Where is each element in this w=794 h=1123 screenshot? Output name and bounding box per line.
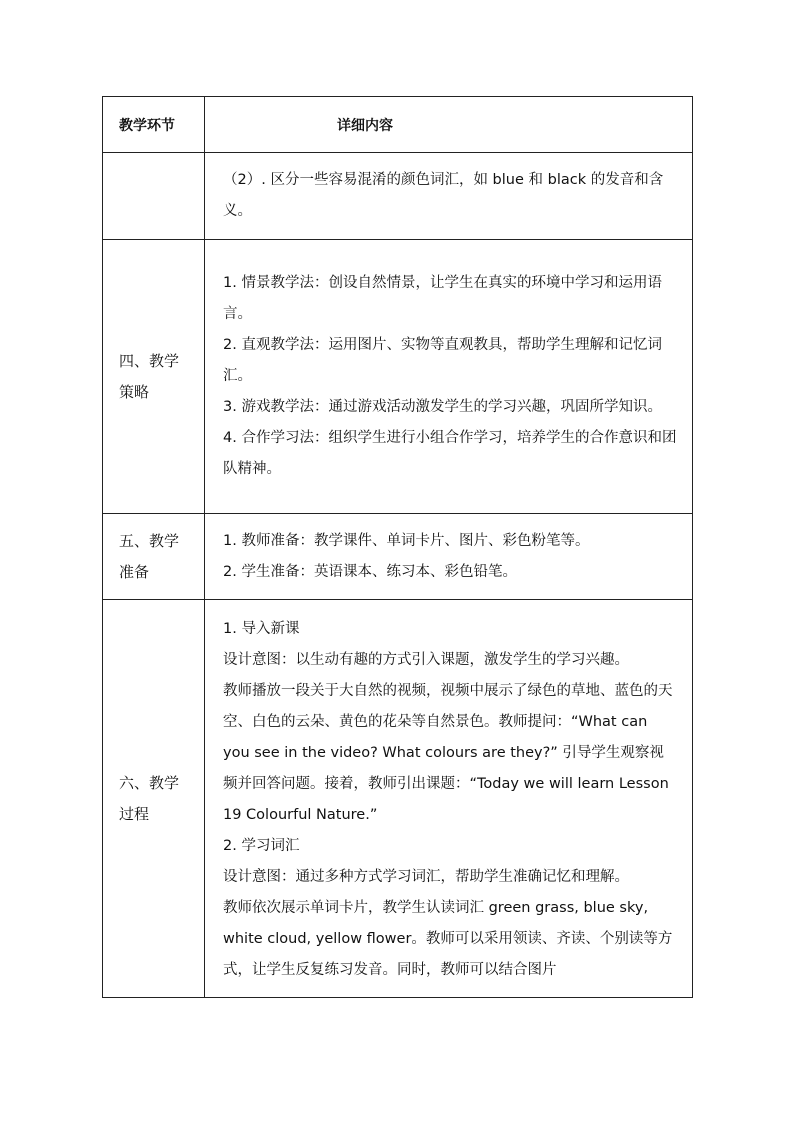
- row-label: 六、教学过程: [103, 600, 205, 998]
- header-stage: 教学环节: [103, 97, 205, 153]
- content-paragraph: 教师依次展示单词卡片，教学生认读词汇 green grass, blue sky, white cloud, yellow flower。教师可以采用领读、齐读、个别读等方式，让学生反复练习发音。同时，教师可以结合图片: [223, 900, 673, 978]
- row-label: [103, 153, 205, 240]
- content-paragraph: 4. 合作学习法：组织学生进行小组合作学习，培养学生的合作意识和团队精神。: [223, 430, 677, 477]
- content-paragraph: 2. 学生准备：英语课本、练习本、彩色铅笔。: [223, 563, 517, 580]
- table-row: [103, 600, 693, 998]
- table-row: [103, 514, 693, 600]
- content-paragraph: 3. 游戏教学法：通过游戏活动激发学生的学习兴趣，巩固所学知识。: [223, 399, 662, 415]
- content-paragraph: （2）. 区分一些容易混淆的颜色词汇，如 blue 和 black 的发音和含义。: [223, 172, 664, 219]
- table-header-row: [103, 97, 693, 153]
- header-details: 详细内容: [205, 97, 693, 153]
- row-label: 五、教学准备: [103, 514, 205, 600]
- content-paragraph: 2. 直观教学法：运用图片、实物等直观教具，帮助学生理解和记忆词汇。: [223, 337, 662, 384]
- lesson-plan-table: [102, 96, 693, 998]
- row-content: [205, 600, 693, 998]
- row-label: 四、教学策略: [103, 240, 205, 514]
- content-paragraph: 设计意图：以生动有趣的方式引入课题，激发学生的学习兴趣。: [223, 652, 629, 668]
- row-content: [205, 153, 693, 240]
- content-paragraph: 教师播放一段关于大自然的视频，视频中展示了绿色的草地、蓝色的天空、白色的云朵、黄色的花朵等自然景色。教师提问：“What can you see in the video? What colours are they?” 引导学生观察视频并回答问题。接着，教师引出课题：“Today we will learn Lesson 19 Colourful Nature.”: [223, 683, 673, 823]
- content-paragraph: 2. 学习词汇: [223, 838, 300, 854]
- content-paragraph: 1. 教师准备：教学课件、单词卡片、图片、彩色粉笔等。: [223, 532, 590, 549]
- row-content: [205, 240, 693, 514]
- content-paragraph: 1. 情景教学法：创设自然情景，让学生在真实的环境中学习和运用语言。: [223, 275, 662, 322]
- content-paragraph: 1. 导入新课: [223, 621, 300, 637]
- table-row: [103, 240, 693, 514]
- table-row: [103, 153, 693, 240]
- row-content: [205, 514, 693, 600]
- content-paragraph: 设计意图：通过多种方式学习词汇，帮助学生准确记忆和理解。: [223, 869, 629, 885]
